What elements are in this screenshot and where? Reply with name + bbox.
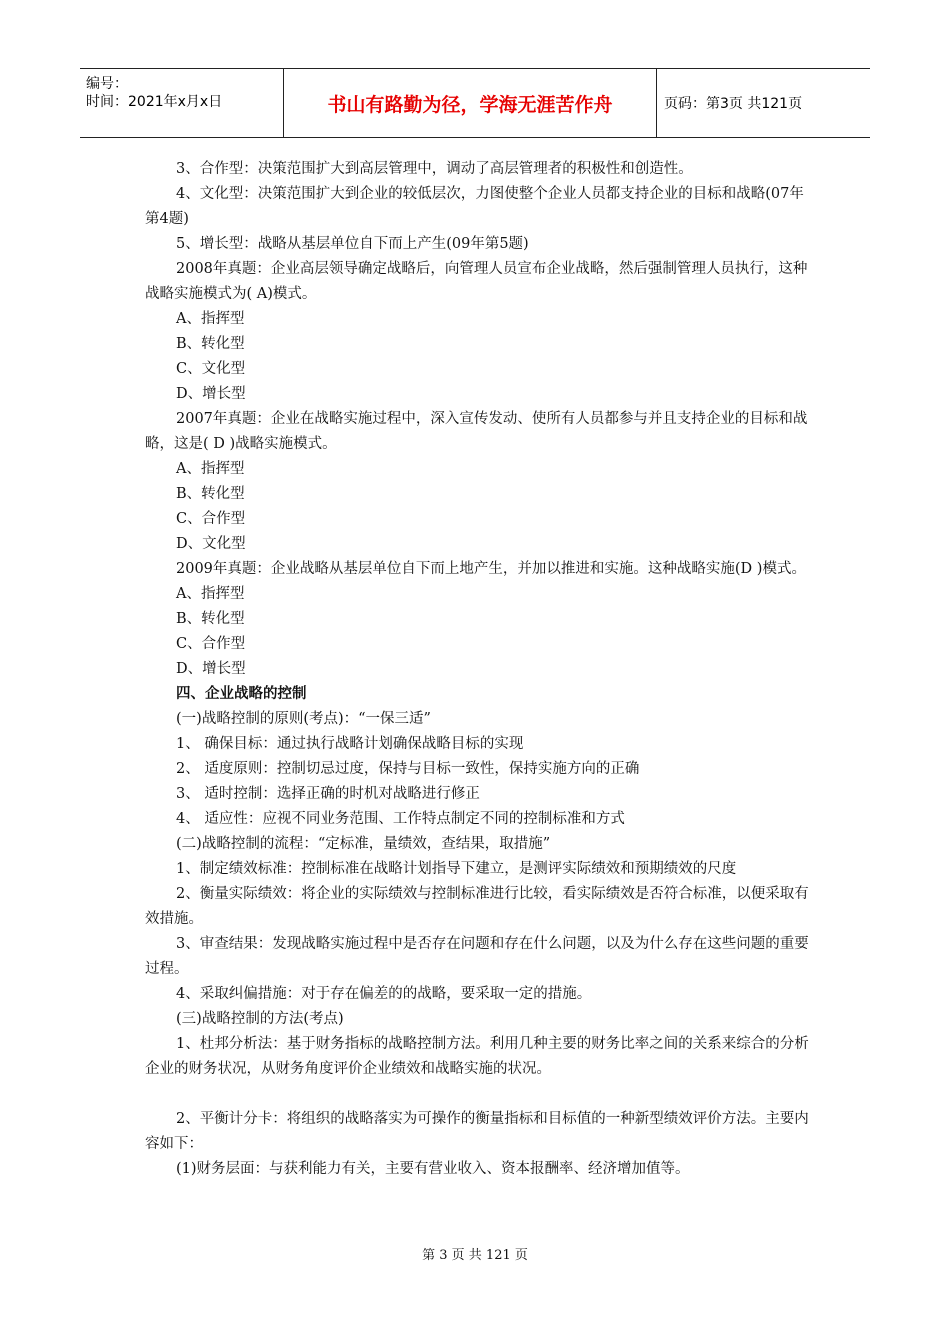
subsection-heading: (三)战略控制的方法(考点) xyxy=(176,1011,344,1027)
option: A、指挥型 xyxy=(176,311,245,327)
option: D、增长型 xyxy=(176,386,246,402)
header-motto-cell xyxy=(283,69,657,137)
list-item: 4、 适应性：应视不同业务范围、工作特点制定不同的控制标准和方式 xyxy=(176,811,625,827)
paragraph: 4、文化型：决策范围扩大到企业的较低层次，力图使整个企业人员都支持企业的目标和战略(07年第4题) xyxy=(145,186,804,227)
option: B、转化型 xyxy=(176,486,245,502)
option: A、指挥型 xyxy=(176,461,245,477)
motto: 书山有路勤为径，学海无涯苦作舟 xyxy=(327,94,613,116)
option: B、转化型 xyxy=(176,336,245,352)
list-item: 1、杜邦分析法：基于财务指标的战略控制方法。利用几种主要的财务比率之间的关系来综合的分析企业的财务状况，从财务角度评价企业绩效和战略实施的状况。 xyxy=(145,1036,809,1077)
page-info: 页码：第3页 共121页 xyxy=(664,96,803,112)
option: D、文化型 xyxy=(176,536,246,552)
list-item: 3、 适时控制：选择正确的时机对战略进行修正 xyxy=(176,786,480,802)
question: 2009年真题：企业战略从基层单位自下而上地产生，并加以推进和实施。这种战略实施(D )模式。 xyxy=(176,561,806,577)
list-item: (1)财务层面：与获利能力有关，主要有营业收入、资本报酬率、经济增加值等。 xyxy=(176,1161,690,1177)
subsection-heading: (二)战略控制的流程：“定标准，量绩效，查结果，取措施” xyxy=(176,836,551,852)
option: C、合作型 xyxy=(176,636,246,652)
header-meta xyxy=(80,69,280,137)
question: 2008年真题：企业高层领导确定战略后，向管理人员宣布企业战略，然后强制管理人员执行，这种战略实施模式为( A)模式。 xyxy=(145,261,808,302)
document-body xyxy=(145,157,810,1182)
list-item: 4、采取纠偏措施：对于存在偏差的的战略，要采取一定的措施。 xyxy=(176,986,592,1002)
date-label: 时间：2021年x月x日 xyxy=(86,94,223,110)
number-label: 编号： xyxy=(86,76,128,92)
option: A、指挥型 xyxy=(176,586,245,602)
list-item: 2、 适度原则：控制切忌过度，保持与目标一致性，保持实施方向的正确 xyxy=(176,761,640,777)
option: D、增长型 xyxy=(176,661,246,677)
list-item: 2、平衡计分卡：将组织的战略落实为可操作的衡量指标和目标值的一种新型绩效评价方法。主要内容如下： xyxy=(145,1111,809,1152)
subsection-heading: (一)战略控制的原则(考点)：“一保三适” xyxy=(176,711,431,727)
option: C、合作型 xyxy=(176,511,246,527)
section-heading: 四、企业战略的控制 xyxy=(176,686,307,702)
page-header xyxy=(80,68,870,138)
list-item: 2、衡量实际绩效：将企业的实际绩效与控制标准进行比较，看实际绩效是否符合标准，以便采取有效措施。 xyxy=(145,886,809,927)
question: 2007年真题：企业在战略实施过程中，深入宣传发动、使所有人员都参与并且支持企业的目标和战略，这是( D )战略实施模式。 xyxy=(145,411,808,452)
header-page-cell xyxy=(656,69,870,137)
page-footer: 第 3 页 共 121 页 xyxy=(422,1248,528,1263)
list-item: 3、审查结果：发现战略实施过程中是否存在问题和存在什么问题，以及为什么存在这些问题的重要过程。 xyxy=(145,936,809,977)
option: B、转化型 xyxy=(176,611,245,627)
blank-line xyxy=(145,1082,810,1107)
paragraph: 3、合作型：决策范围扩大到高层管理中，调动了高层管理者的积极性和创造性。 xyxy=(176,161,693,177)
list-item: 1、 确保目标：通过执行战略计划确保战略目标的实现 xyxy=(176,736,524,752)
list-item: 1、制定绩效标准：控制标准在战略计划指导下建立，是测评实际绩效和预期绩效的尺度 xyxy=(176,861,737,877)
option: C、文化型 xyxy=(176,361,246,377)
paragraph: 5、增长型：战略从基层单位自下而上产生(09年第5题) xyxy=(176,236,529,252)
